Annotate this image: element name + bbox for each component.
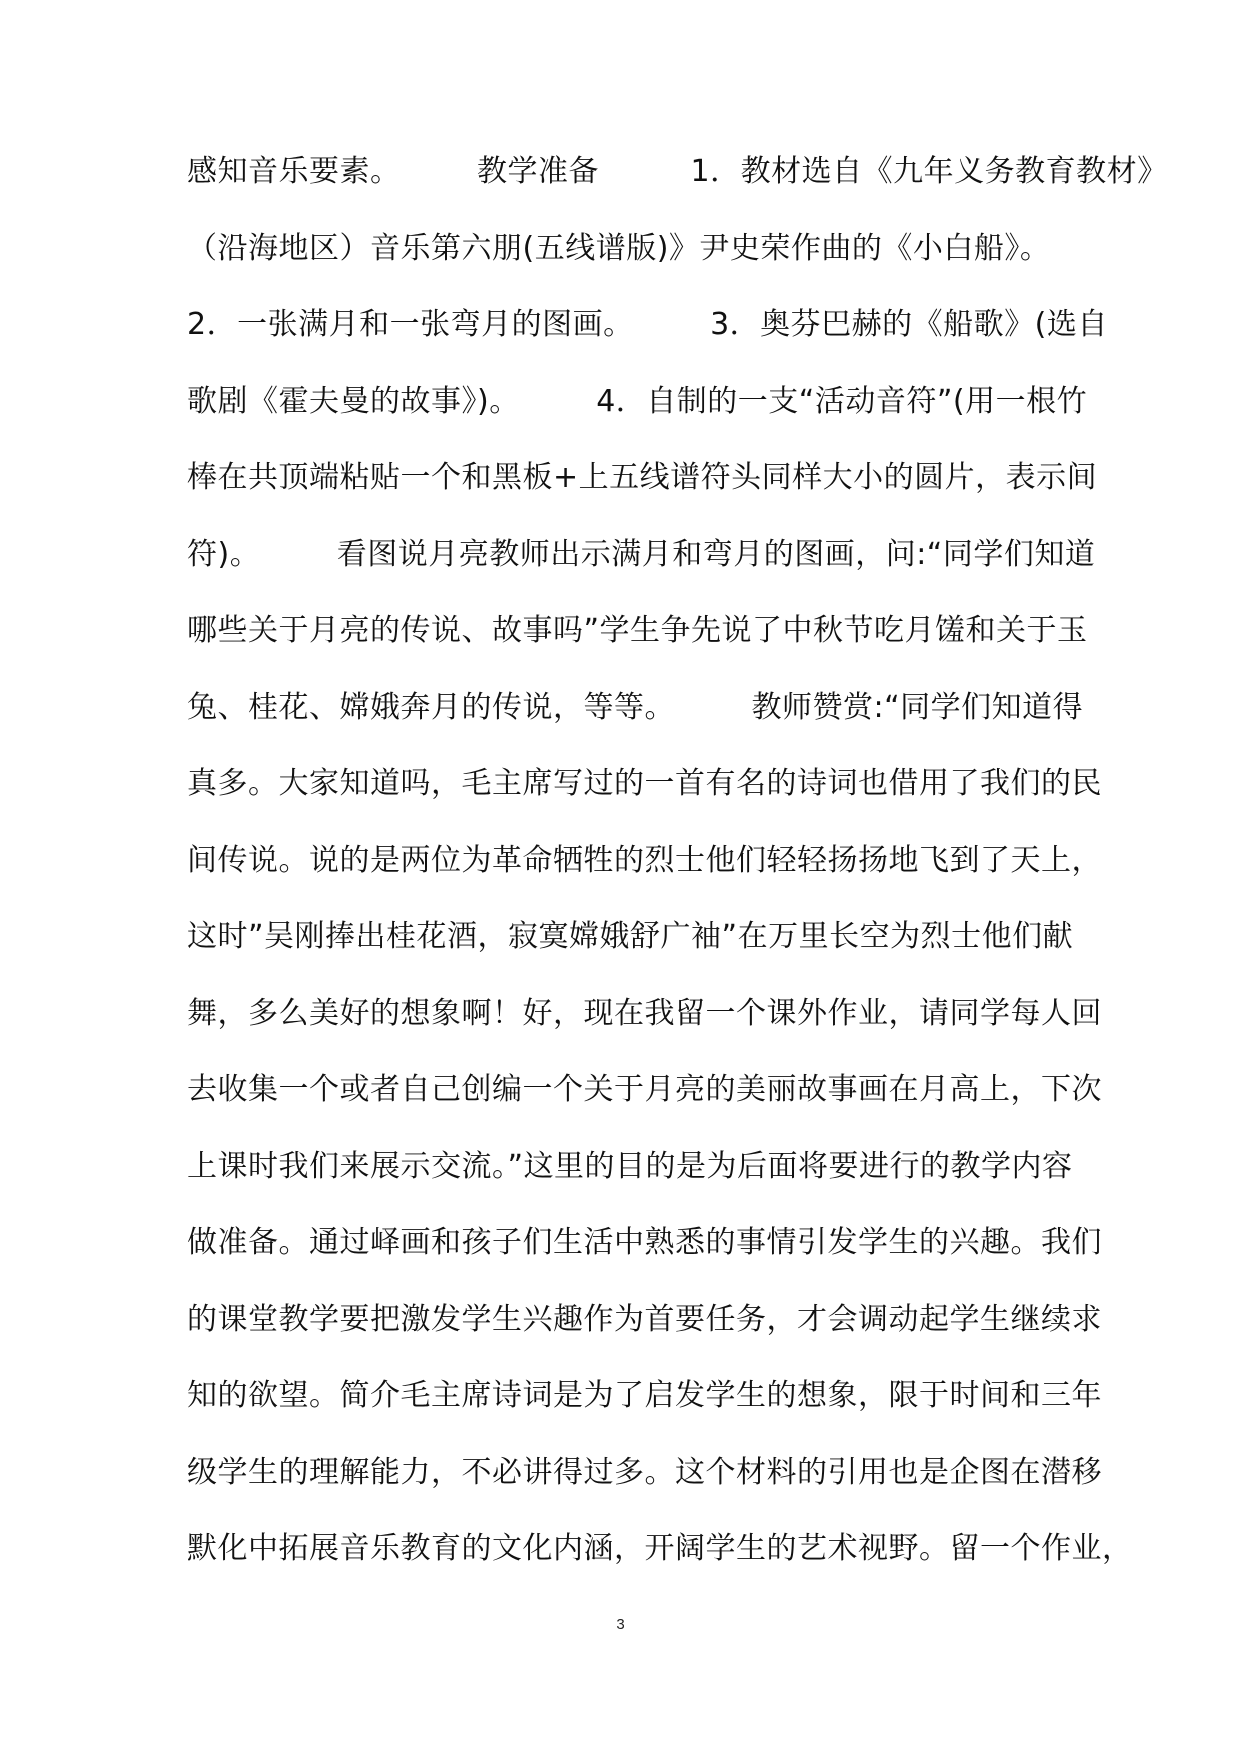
text-line: 符)。 看图说月亮教师出示满月和弯月的图画，问:“同学们知道 bbox=[187, 536, 1096, 572]
text-line: 舞，多么美好的想象啊！好，现在我留一个课外作业，请同学每人回 bbox=[187, 995, 1102, 1031]
text-line: 上课时我们来展示交流。”这里的目的是为后面将要进行的教学内容 bbox=[187, 1148, 1073, 1184]
page-number: 3 bbox=[616, 1616, 625, 1633]
text-line: 2．一张满月和一张弯月的图画。 3．奥芬巴赫的《船歌》(选自 bbox=[187, 307, 1108, 342]
text-line: 感知音乐要素。 教学准备 1．教材选自《九年义务教育教材》 bbox=[187, 154, 1168, 189]
text-line: 知的欲望。简介毛主席诗词是为了启发学生的想象，限于时间和三年 bbox=[187, 1378, 1102, 1413]
text-line: 这时”吴刚捧出桂花酒，寂寞嫦娥舒广袖”在万里长空为烈士他们献 bbox=[187, 919, 1074, 954]
text-line: 默化中拓展音乐教育的文化内涵，开阔学生的艺术视野。留一个作业， bbox=[187, 1531, 1133, 1566]
text-line: 间传说。说的是两位为革命牺牲的烈士他们轻轻扬扬地飞到了天上， bbox=[187, 842, 1102, 878]
text-line: 的课堂教学要把激发学生兴趣作为首要任务，才会调动起学生继续求 bbox=[187, 1301, 1102, 1337]
body-text bbox=[187, 142, 1168, 1596]
text-line: （沿海地区）音乐第六朋(五线谱版)》尹史荣作曲的《小白船》。 bbox=[187, 230, 1051, 266]
text-line: 歌剧《霍夫曼的故事》)。 4．自制的一支“活动音符”(用一根竹 bbox=[187, 383, 1088, 419]
text-line: 做准备。通过峄画和孩子们生活中熟悉的事情引发学生的兴趣。我们 bbox=[187, 1225, 1102, 1260]
text-line: 真多。大家知道吗，毛主席写过的一首有名的诗词也借用了我们的民 bbox=[187, 766, 1102, 801]
text-line: 级学生的理解能力，不必讲得过多。这个材料的引用也是企图在潜移 bbox=[187, 1454, 1102, 1490]
text-line: 去收集一个或者自己创编一个关于月亮的美丽故事画在月高上，下次 bbox=[187, 1072, 1102, 1107]
text-line: 哪些关于月亮的传说、故事吗”学生争先说了中秋节吃月馐和关于玉 bbox=[187, 613, 1088, 648]
text-line: 兔、桂花、嫦娥奔月的传说，等等。 教师赞赏:“同学们知道得 bbox=[187, 689, 1084, 725]
text-line: 棒在共顶端粘贴一个和黑板+上五线谱符头同样大小的圆片，表示间 bbox=[187, 460, 1098, 495]
